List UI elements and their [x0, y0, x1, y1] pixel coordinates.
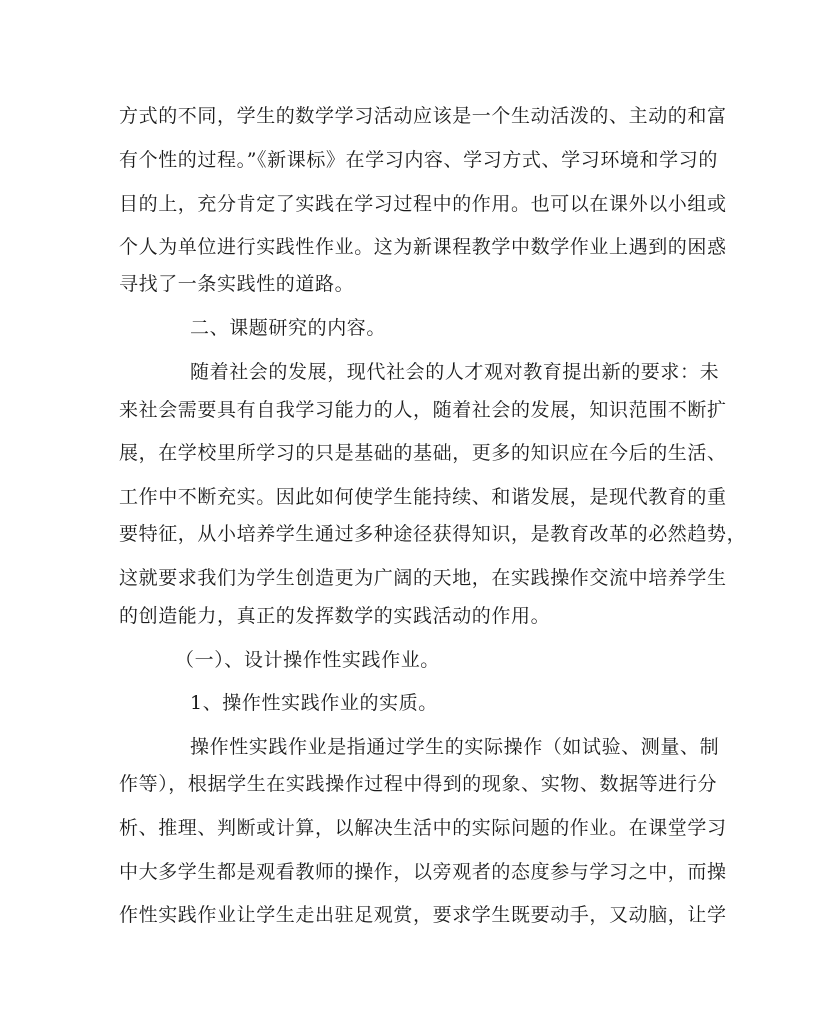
- text-line: 寻找了一条实践性的道路。: [119, 273, 355, 295]
- text-line: 目的上，充分肯定了实践在学习过程中的作用。也可以在课外以小组或: [119, 193, 727, 215]
- text-line: 作性实践作业让学生走出驻足观赏，要求学生既要动手，又动脑，让学: [119, 904, 727, 926]
- text-line: 要特征，从小培养学生通过多种途径获得知识，是教育改革的必然趋势，: [119, 523, 747, 545]
- section-heading: 二、课题研究的内容。: [190, 317, 387, 339]
- text-line: 这就要求我们为学生创造更为广阔的天地，在实践操作交流中培养学生: [119, 567, 727, 589]
- text-line: 来社会需要具有自我学习能力的人，随着社会的发展，知识范围不断扩: [119, 399, 727, 421]
- text-line: 随着社会的发展，现代社会的人才观对教育提出新的要求：未: [190, 361, 720, 383]
- text-line: 中大多学生都是观看教师的操作，以旁观者的态度参与学习之中，而操: [119, 861, 727, 883]
- text-line: 展，在学校里所学习的只是基础的基础，更多的知识应在今后的生活、: [119, 442, 727, 464]
- text-line: 析、推理、判断或计算，以解决生活中的实际问题的作业。在课堂学习: [119, 817, 727, 839]
- text-line: 作等），根据学生在实践操作过程中得到的现象、实物、数据等进行分: [119, 773, 718, 795]
- text-line: 方式的不同，学生的数学学习活动应该是一个生动活泼的、主动的和富: [119, 105, 727, 127]
- text-line: 的创造能力，真正的发挥数学的实践活动的作用。: [119, 605, 551, 627]
- text-line: 个人为单位进行实践性作业。这为新课程教学中数学作业上遇到的困惑: [119, 236, 727, 258]
- subsection-heading: （一）、设计操作性实践作业。: [175, 649, 440, 671]
- text-line: 有个性的过程。”《新课标》在学习内容、学习方式、学习环境和学习的: [119, 149, 718, 171]
- subsection-heading: 1、操作性实践作业的实质。: [190, 692, 438, 714]
- text-line: 工作中不断充实。因此如何使学生能持续、和谐发展，是现代教育的重: [119, 486, 727, 508]
- text-line: 操作性实践作业是指通过学生的实际操作（如试验、测量、制: [190, 736, 720, 758]
